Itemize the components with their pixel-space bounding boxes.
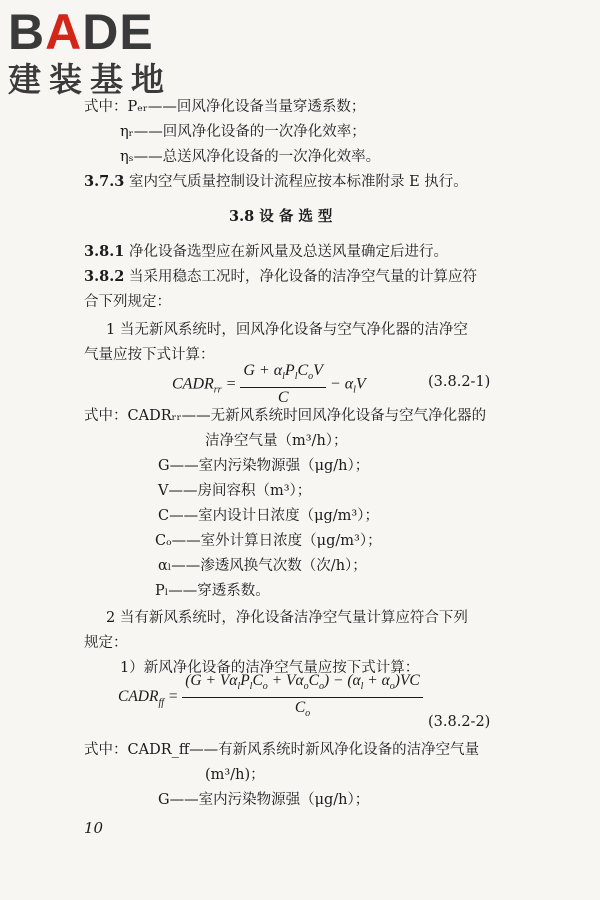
item-1-text: 1 当无新风系统时，回风净化设备与空气净化器的洁净空 (106, 322, 468, 338)
clause-3-7-3: 3.7.3 室内空气质量控制设计流程应按本标准附录 E 执行。 (84, 173, 468, 190)
logo-chinese: 建装基地 (8, 60, 172, 99)
where-cadr-ff: 式中：CADR_ff——有新风系统时新风净化设备的洁净空气量 (84, 742, 480, 758)
where-alpha-l: αₗ——渗透风换气次数（次/h）； (158, 558, 367, 574)
where-line-eta-r: ηᵣ——回风净化设备的一次净化效率； (120, 124, 366, 140)
where-cadr-rr: 式中：CADRᵣᵣ——无新风系统时回风净化设备与空气净化器的 (84, 408, 487, 424)
where-cadr-rr-cont: 洁净空气量（m³/h）； (205, 433, 348, 449)
where-v: V——房间容积（m³）； (158, 483, 312, 499)
where-co: Cₒ——室外计算日浓度（μg/m³）； (155, 533, 382, 549)
equation-2: $CADR_{ff}$ = $\frac{(G + V\alpha_lP_lC_o + V\alpha_oC_o) - (\alpha_l + \alpha_o)VC}{C_o}$ (118, 672, 423, 723)
logo-wordmark: BADE (8, 4, 154, 60)
clause-3-8-2: 3.8.2 当采用稳态工况时，净化设备的洁净空气量的计算应符 (84, 268, 477, 285)
where-g-2: G——室内污染物源强（μg/h）； (158, 792, 370, 808)
clause-3-8-1: 3.8.1 净化设备选型应在新风量及总送风量确定后进行。 (84, 243, 448, 260)
item-1-text-cont: 气量应按下式计算： (84, 347, 215, 363)
item-2-1-text: 1）新风净化设备的洁净空气量应按下式计算： (120, 660, 420, 676)
page-number: 10 (84, 819, 104, 837)
where-pl: Pₗ——穿透系数。 (155, 583, 270, 599)
item-2-text: 2 当有新风系统时，净化设备洁净空气量计算应符合下列 (106, 610, 468, 626)
where-cadr-ff-cont: (m³/h)； (205, 767, 265, 783)
item-2-text-cont: 规定： (84, 635, 128, 651)
clause-3-8-2-cont: 合下列规定： (84, 294, 171, 310)
equation-1: $CADR_{rr}$ = $\frac{G + \alpha_lP_lC_oV}{C}$ − $\alpha_lV$ (172, 362, 366, 407)
where-line-eta-s: ηₛ——总送风净化设备的一次净化效率。 (120, 149, 381, 165)
equation-1-number: (3.8.2-1) (428, 374, 491, 390)
section-heading-3-8: 3.8 设 备 选 型 (229, 208, 333, 225)
where-c: C——室内设计日浓度（μg/m³）； (158, 508, 379, 524)
bade-logo (8, 6, 172, 98)
where-g: G——室内污染物源强（μg/h）； (158, 458, 370, 474)
equation-2-number: (3.8.2-2) (428, 714, 491, 730)
where-line-per: 式中：Pₑᵣ——回风净化设备当量穿透系数； (84, 99, 366, 115)
